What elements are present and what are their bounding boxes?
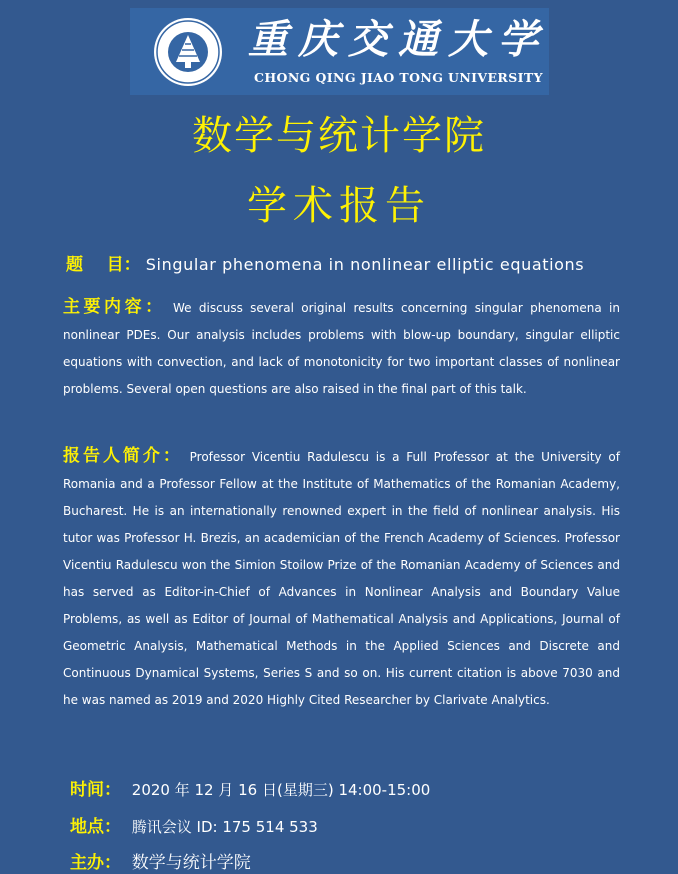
speaker-section (63, 443, 620, 714)
topic-text: Singular phenomena in nonlinear elliptic equations (145, 255, 585, 274)
place-row (70, 812, 318, 837)
time-label: 时间： (70, 780, 121, 800)
speaker-label: 报告人简介： (63, 446, 183, 466)
speaker-text: Professor Vicentiu Radulescu is a Full Professor at the University of Romania and a Professor Fellow at the Institute of Mathematics of the Romanian Academy, Bucharest. He is an internationally renowned expert in the field of nonlinear analysis. His tutor was Professor H. Brezis, an academician of the French Academy of Sciences. Professor Vicentiu Radulescu won the Simion Stoilow Prize of the Romanian Academy of Sciences and has served as Editor-in-Chief of Advances in Nonlinear Analysis and Boundary Value Problems, as well as Editor of Journal of Mathematical Analysis and Applications, Journal of Geometric Analysis, Mathematical Methods in the Applied Sciences and Discrete and Continuous Dynamical Systems, Series S and so on. His current citation is above 7030 and he was named as 2019 and 2020 Highly Cited Researcher by Clarivate Analytics. (63, 450, 620, 707)
topic-row (66, 250, 584, 275)
place-value: 腾讯会议 ID: 175 514 533 (131, 818, 318, 836)
university-name-chinese: 重庆交通大学 (248, 16, 548, 63)
host-label: 主办： (70, 853, 121, 873)
abstract-text: We discuss several original results concerning singular phenomena in nonlinear PDEs. Our analysis includes problems with blow-up boundary, singular elliptic equations with convection, and lack of monotonicity for two important classes of nonlinear problems. Several open questions are also raised in the final part of this talk. (63, 301, 620, 396)
poster-title-school: 数学与统计学院 (192, 113, 486, 159)
time-row (70, 775, 430, 800)
university-banner (130, 8, 549, 95)
university-name-english: CHONG QING JIAO TONG UNIVERSITY (254, 70, 543, 85)
topic-label: 题 目： (66, 255, 141, 275)
time-value: 2020 年 12 月 16 日(星期三) 14:00-15:00 (131, 781, 431, 799)
host-row (70, 848, 251, 873)
place-label: 地点： (70, 817, 121, 837)
host-value: 数学与统计学院 (131, 853, 251, 873)
abstract-label: 主要内容： (63, 297, 166, 317)
abstract-section (63, 294, 620, 403)
poster-title-report: 学术报告 (247, 183, 431, 229)
university-seal-icon (152, 16, 224, 88)
